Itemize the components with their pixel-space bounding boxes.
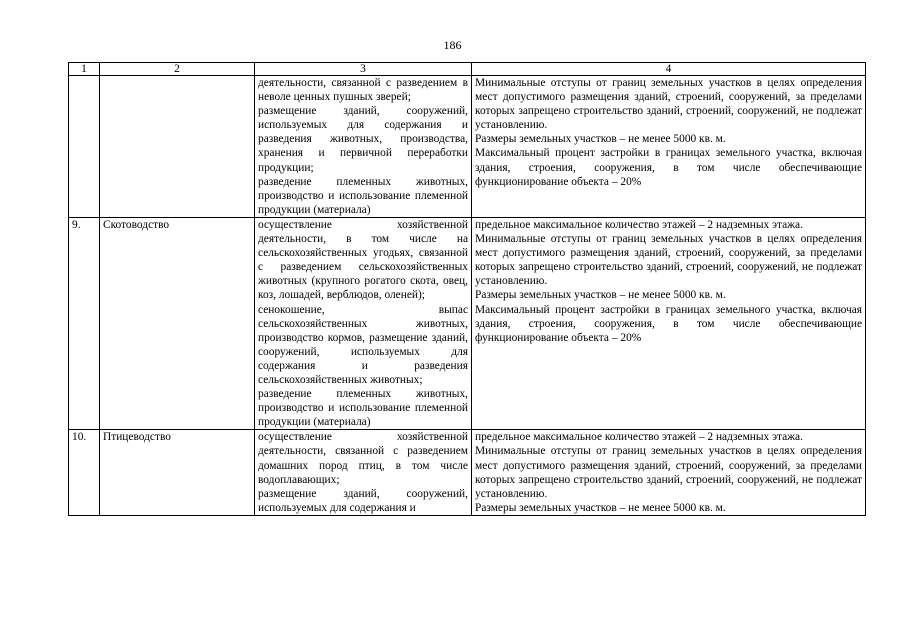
param-text: Минимальные отступы от границ земельных участков в целях определения мест допустимого размещения зданий, строений, сооружений, за пределами которых запрещено строительство зданий, строений, сооружений, не подлежат установлению. — [475, 445, 862, 500]
parameters-cell — [472, 76, 866, 218]
use-text: сенокошение, выпас сельскохозяйственных животных, производство кормов, размещение зданий, сооружений, используемых для содержания и разведения сельскохозяйственных животных; — [258, 303, 468, 386]
header-col-1: 1 — [69, 63, 100, 76]
param-text: Максимальный процент застройки в границах земельного участка, включая здания, строения, сооружения, в том числе обеспечивающие функционирование объекта – 20% — [475, 303, 862, 344]
use-text: разведение племенных животных, производство и использование племенной продукции (материала) — [258, 388, 468, 429]
table-row — [69, 217, 866, 429]
use-type-name: Птицеводство — [100, 430, 255, 516]
parameters-cell — [472, 217, 866, 429]
use-type-name — [100, 76, 255, 218]
header-col-3: 3 — [255, 63, 472, 76]
row-number: 9. — [69, 217, 100, 429]
use-text: осуществление хозяйственной деятельности, в том числе на сельскохозяйственных угодьях, связанной с разведением сельскохозяйственных животных (крупного рогатого скота, овец, коз, лошадей, верблюдов, оленей); — [258, 218, 468, 302]
use-text: осуществление хозяйственной деятельности, связанной с разведением домашних пород птиц, в том числе водоплавающих; — [258, 431, 468, 486]
param-text: Размеры земельных участков – не менее 5000 кв. м. — [475, 133, 726, 146]
param-text: предельное максимальное количество этажей – 2 надземных этажа. — [475, 431, 803, 444]
page-number: 186 — [443, 38, 462, 52]
table-row — [69, 76, 866, 218]
header-col-2: 2 — [100, 63, 255, 76]
permitted-uses-cell — [255, 430, 472, 516]
use-text: разведение племенных животных, производство и использование племенной продукции (материала) — [258, 175, 468, 216]
parameters-cell — [472, 430, 866, 516]
param-text: Размеры земельных участков – не менее 5000 кв. м. — [475, 289, 726, 302]
regulations-table — [68, 62, 866, 516]
use-text: размещение зданий, сооружений, используемых для содержания и — [258, 487, 468, 514]
use-type-name: Скотоводство — [100, 217, 255, 429]
param-text: Минимальные отступы от границ земельных участков в целях определения мест допустимого размещения зданий, строений, сооружений, за пределами которых запрещено строительство зданий, строений, сооружений, не подлежат установлению. — [475, 233, 862, 288]
param-text: Максимальный процент застройки в границах земельного участка, включая здания, строения, сооружения, в том числе обеспечивающие функционирование объекта – 20% — [475, 147, 862, 188]
permitted-uses-cell — [255, 217, 472, 429]
param-text: Размеры земельных участков – не менее 5000 кв. м. — [475, 501, 726, 514]
row-number — [69, 76, 100, 218]
table-row — [69, 430, 866, 516]
table-header-row — [69, 63, 866, 76]
permitted-uses-cell — [255, 76, 472, 218]
row-number: 10. — [69, 430, 100, 516]
use-text: деятельности, связанной с разведением в неволе ценных пушных зверей; — [258, 77, 468, 104]
param-text: Минимальные отступы от границ земельных участков в целях определения мест допустимого размещения зданий, строений, сооружений, за пределами которых запрещено строительство зданий, строений, сооружений, не подлежат установлению. — [475, 77, 862, 132]
param-text: предельное максимальное количество этажей – 2 надземных этажа. — [475, 218, 803, 231]
use-text: размещение зданий, сооружений, используемых для содержания и разведения животных, производства, хранения и первичной переработки продукции; — [258, 105, 468, 174]
header-col-4: 4 — [472, 63, 866, 76]
